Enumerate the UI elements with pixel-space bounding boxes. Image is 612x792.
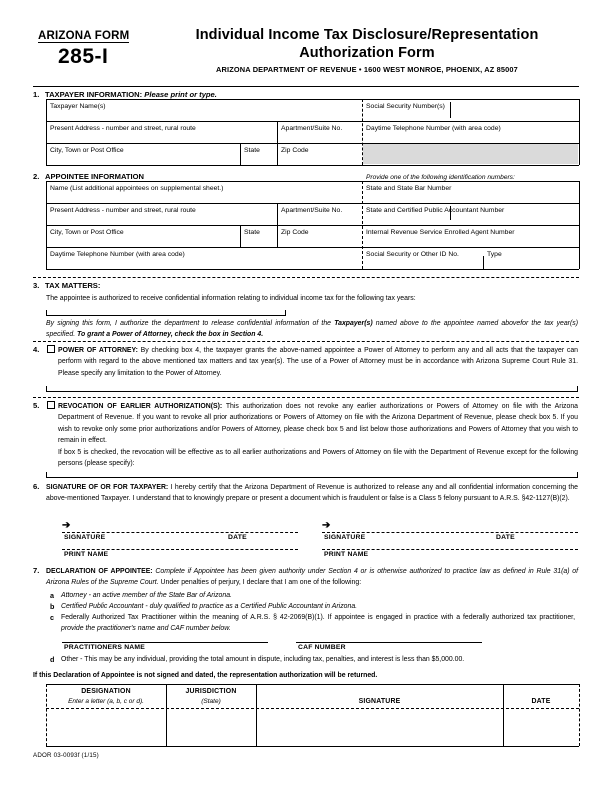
s2-name-label-text: Name (List additional appointees on supplemental sheet.): [50, 185, 224, 192]
section5-body-p1: [58, 401, 578, 447]
section3-heading: TAX MATTERS:: [45, 281, 101, 290]
section1-heading-italic: Please print or type.: [144, 90, 217, 99]
table-col-divider-2: [256, 684, 257, 746]
table-header-date: DATE: [531, 698, 551, 705]
s2-ssn-other-label: Social Security or Other ID No.: [366, 251, 459, 258]
section4-line-tick-left: [46, 386, 47, 392]
section4-limitation-line: [46, 391, 578, 392]
s2-id-divider: [362, 181, 363, 269]
section3-line-tick-right: [285, 310, 286, 316]
s1-line-2: [46, 121, 579, 122]
section5-line-tick-left: [46, 472, 47, 478]
taxpayer-signature-label: SIGNATURE: [64, 534, 106, 541]
section3-body-a: By signing this form, I authorize the department to release confidential information of the: [46, 320, 335, 327]
section7-item-b-letter: b: [50, 602, 55, 611]
section7-intro: [46, 566, 578, 589]
s2-bottom-line: [46, 269, 579, 270]
s1-ssn-label: Social Security Number(s): [366, 103, 445, 110]
form-label: ARIZONA FORM: [38, 30, 130, 42]
table-col-divider-3: [503, 684, 504, 746]
practitioners-name-label: PRACTITIONERS NAME: [64, 644, 146, 651]
s1-phone-label: Daytime Telephone Number (with area code): [366, 125, 501, 132]
section4-heading: POWER OF ATTORNEY:: [58, 347, 138, 354]
s1-shaded-block: [363, 144, 578, 164]
section3-divider: [33, 341, 579, 342]
form-number: 285-I: [58, 45, 109, 68]
section6-heading: SIGNATURE OF OR FOR TAXPAYER:: [46, 484, 169, 491]
s1-taxpayer-name-label: Taxpayer Name(s): [50, 103, 106, 110]
s1-address-label: Present Address - number and street, rural route: [50, 125, 196, 132]
taxpayer-print-name-label: PRINT NAME: [64, 551, 109, 558]
taxpayer-print-name-label-2: PRINT NAME: [324, 551, 369, 558]
s2-line-2: [46, 203, 579, 204]
section7-item-c-letter: c: [50, 613, 54, 622]
table-header-divider: [46, 708, 579, 709]
s2-phone-label: Daytime Telephone Number (with area code): [50, 251, 185, 258]
section6-body: [46, 482, 578, 505]
taxpayer-date-label: DATE: [228, 534, 247, 541]
section2-divider: [33, 277, 579, 278]
section2-id-note: Provide one of the following identification numbers:: [366, 174, 515, 181]
section4-body-text: By checking box 4, the taxpayer grants the above-named appointee a Power of Attorney to perform any and all acts that the taxpayer can perform with regard to the above mentioned tax matters and tax year(s). The use of a Power of Attorney must be in accordance with Arizona Supreme Court Rule 31. Please specify any limitation to the Power of Attorney.: [58, 347, 578, 377]
section5-specify-line: [46, 477, 578, 478]
agency-address-line: ARIZONA DEPARTMENT OF REVENUE • 1600 WEST MONROE, PHOENIX, AZ 85007: [216, 65, 518, 74]
s2-city-label: City, Town or Post Office: [50, 229, 124, 236]
section2-heading: APPOINTEE INFORMATION: [45, 172, 145, 181]
table-right-border: [579, 684, 580, 746]
s2-state-label: State: [244, 229, 260, 236]
s2-apartment-label: Apartment/Suite No.: [281, 207, 343, 214]
s2-zip-label: Zip Code: [281, 229, 309, 236]
revocation-checkbox[interactable]: [47, 401, 55, 409]
section5-body-p2: If box 5 is checked, the revocation will be effective as to all earlier authorizations and Powers of Attorney on file with the Department of Revenue except for the following persons (please specify):: [58, 449, 578, 468]
section7-item-a-letter: a: [50, 591, 54, 600]
s2-name-label: [50, 184, 223, 193]
section2-number: 2.: [33, 172, 40, 181]
section3-body: [46, 318, 578, 341]
s2-left-border: [46, 181, 47, 269]
s1-state-divider: [240, 143, 241, 165]
section3-body-bold: To grant a Power of Attorney, check the box in Section 4.: [77, 331, 264, 339]
section4-line-tick-right: [577, 386, 578, 392]
section3-tax-years-line: [46, 315, 286, 316]
table-subheader-designation: [46, 697, 166, 707]
section5-body-text: This authorization does not revoke any earlier authorizations or Powers of Attorney on file with the Arizona Department of Revenue. If you want to revoke all prior authorizations or Powers of Attorney on file with the Arizona Department of Revenue, please check box 5. If you wish to revoke only some prior authorizations and/or Powers of Attorney, please check box 5 and list below those authorizations and Powers of Attorney that you wish to remain in effect.: [58, 403, 578, 445]
table-header-designation: DESIGNATION: [81, 688, 131, 695]
section7-item-d-text: Other - This may be any individual, providing the total amount in dispute, including tax, penalties, and interest is less than $5,000.00.: [61, 656, 465, 663]
section7-intro-italic: Complete if Appointee has been given authority under Section 4 or is otherwise authorized to practice law as defined in Rule 31(a) of Arizona Rules of the Supreme Court.: [46, 568, 579, 587]
section7-item-c-text: [61, 612, 575, 635]
header-divider: [33, 86, 579, 87]
taxpayer-date-label-2: DATE: [496, 534, 515, 541]
section4-number: 4.: [33, 345, 40, 354]
section7-item-d-letter: d: [50, 655, 55, 664]
s2-cpa-label: State and Certified Public Accountant Number: [366, 207, 505, 214]
section7-item-c-main: Federally Authorized Tax Practitioner within the meaning of A.R.S. § 42-2069(B)(1). If appointee is engaged in practice with a federally authorized tax practitioner,: [61, 614, 575, 621]
section7-intro-tail: Under penalties of perjury, I declare that I am one of the following:: [158, 579, 362, 587]
s2-apt-divider: [277, 203, 278, 247]
table-subheader-jurisdiction-text: (State): [201, 698, 221, 705]
s1-bottom-line: [46, 165, 579, 166]
table-bottom-line: [46, 746, 579, 747]
form-title-line1: Individual Income Tax Disclosure/Representation: [195, 27, 539, 43]
s1-state-label: State: [244, 147, 260, 154]
taxpayer-signature-label-2: SIGNATURE: [324, 534, 366, 541]
section3-number: 3.: [33, 281, 40, 290]
section7-item-a-text: Attorney - an active member of the State Bar of Arizona.: [61, 592, 232, 599]
section5-heading: REVOCATION OF EARLIER AUTHORIZATION(S):: [58, 403, 223, 410]
s2-irs-agent-label: Internal Revenue Service Enrolled Agent Number: [366, 229, 515, 236]
caf-number-label: CAF NUMBER: [298, 644, 346, 651]
table-header-signature: SIGNATURE: [358, 698, 401, 705]
s2-type-tick: [483, 256, 484, 269]
s1-city-label: City, Town or Post Office: [50, 147, 124, 154]
section7-number: 7.: [33, 566, 40, 575]
form-title-block: [154, 26, 580, 76]
form-title-line2: Authorization Form: [299, 45, 435, 61]
power-of-attorney-checkbox[interactable]: [47, 345, 55, 353]
section3-body-b: named above to the appointee named above: [372, 320, 521, 327]
section7-warning: If this Declaration of Appointee is not signed and dated, the representation authorization will be returned.: [33, 672, 378, 679]
section6-number: 6.: [33, 482, 40, 491]
section1-heading-text: TAXPAYER INFORMATION:: [45, 90, 143, 99]
section7-heading: DECLARATION OF APPOINTEE:: [46, 568, 153, 575]
s2-line-4: [46, 247, 579, 248]
signature-arrow-right-icon: ➔: [322, 520, 331, 531]
s2-right-border: [579, 181, 580, 269]
s1-left-border: [46, 99, 47, 165]
section7-item-b-text: Certified Public Accountant - duly qualified to practice as a Certified Public Accountant in Arizona.: [61, 603, 358, 610]
table-subheader-designation-text: Enter a letter (a, b, c or d).: [68, 698, 144, 705]
s1-zip-label: Zip Code: [281, 147, 309, 154]
s2-line-3: [46, 225, 579, 226]
section5-line-tick-right: [577, 472, 578, 478]
section4-body: [58, 345, 578, 379]
s2-state-bar-label: State and State Bar Number: [366, 185, 452, 192]
section3-body-taxpayer: Taxpayer(s): [334, 320, 373, 327]
s2-state-divider: [240, 225, 241, 247]
table-top-line: [46, 684, 579, 685]
s1-apt-divider: [277, 121, 278, 165]
section1-number: 1.: [33, 90, 40, 99]
form-footer-code: ADOR 03-0093f (1/15): [33, 752, 99, 759]
s2-type-label: Type: [487, 251, 502, 258]
s1-apartment-label: Apartment/Suite No.: [281, 125, 343, 132]
s1-right-border: [579, 99, 580, 165]
s1-ssn-tick: [450, 102, 451, 118]
section4-divider: [33, 397, 579, 398]
section3-line1: The appointee is authorized to receive confidential information relating to individual income tax for the following tax years:: [46, 295, 416, 302]
table-subheader-jurisdiction: [166, 697, 256, 707]
form-header: [34, 26, 580, 84]
s2-top-line: [46, 181, 579, 182]
s2-address-label: Present Address - number and street, rural route: [50, 207, 196, 214]
signature-arrow-left-icon: ➔: [62, 520, 71, 531]
section7-item-c-italic: provide the practitioner's name and CAF number below.: [61, 625, 231, 633]
section6-body-text: I hereby certify that the Arizona Department of Revenue is authorized to release any and all confidential information concerning the above-mentioned Taxpayer. I understand that to knowingly prepare or present a document which is fraudulent or false is a Class 5 felony pursuant to A.R.S. §42-1127(B)(2).: [46, 484, 578, 503]
section5-number: 5.: [33, 401, 40, 410]
table-header-jurisdiction: JURISDICTION: [185, 688, 237, 695]
s1-top-line: [46, 99, 579, 100]
section3-line-tick-left: [46, 310, 47, 316]
section3-body-c: for the tax year(s) specified.: [46, 320, 579, 339]
